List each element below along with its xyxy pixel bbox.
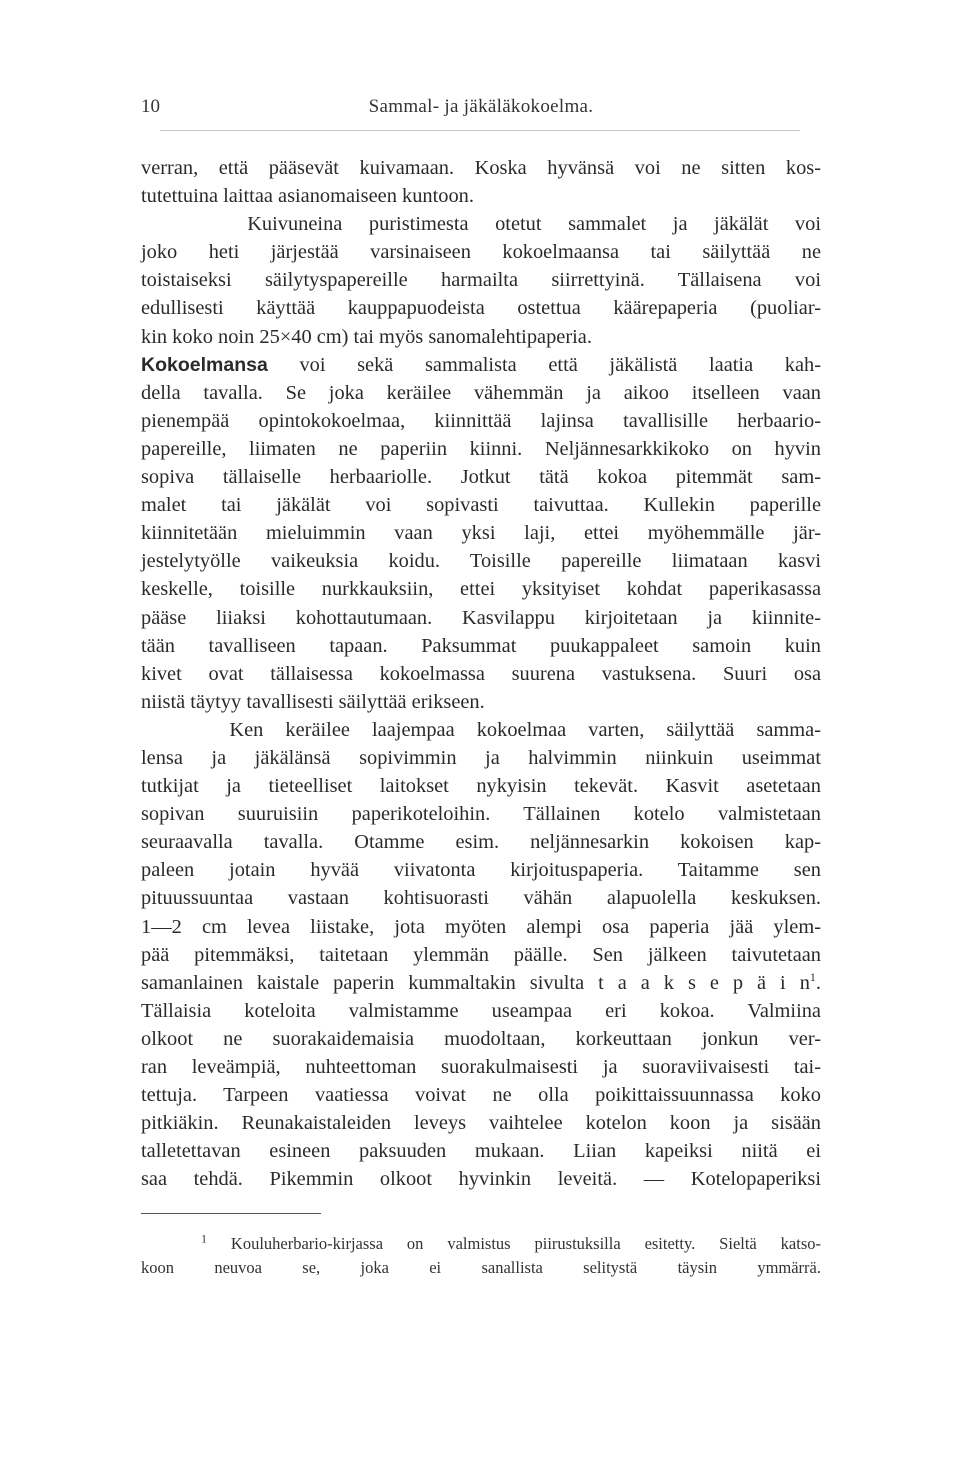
text-segment: . <box>815 971 821 994</box>
text-line: saa tehdä. Pikemmin olkoot hyvinkin leveitä. — Kotelopaperiksi <box>141 1168 821 1191</box>
text-line: sopiva tällaiselle herbaariolle. Jotkut tätä kokoa pitemmät sam- <box>141 466 821 489</box>
text-line: olkoot ne suorakaidemaisia muodoltaan, korkeuttaan jonkun ver- <box>141 1027 821 1050</box>
text-line: lensa ja jäkälänsä sopivimmin ja halvimmin niinkuin useimmat <box>141 746 821 769</box>
text-line: Kuivuneina puristimesta otetut sammalet ja jäkälät voi <box>141 213 821 236</box>
text-line: joko heti järjestää varsinaiseen kokoelmaansa tai säilyttää ne <box>141 241 821 264</box>
running-title: Sammal- ja jäkäläkokoelma. <box>368 96 594 117</box>
emphasized-term: Kokoelmansa <box>141 353 268 376</box>
page-header <box>141 96 821 126</box>
text-line: talletettavan esineen paksuuden mukaan. Liian kapeiksi niitä ei <box>141 1140 821 1163</box>
header-rule <box>160 130 800 131</box>
text-line: Ken keräilee laajempaa kokoelmaa varten, säilyttää samma- <box>141 718 821 741</box>
text-line: pienempää opintokokoelmaa, kiinnittää lajinsa tavallisille herbaario- <box>141 409 821 432</box>
text-line: tettuja. Tarpeen vaatiessa voivat ne olla poikittaissuunnassa koko <box>141 1084 821 1107</box>
text-line: malet tai jäkälät voi sopivasti taivuttaa. Kullekin paperille <box>141 494 821 517</box>
footnote-rule <box>141 1213 321 1214</box>
text-line: keskelle, toisille nurkkauksiin, ettei yksityiset kohdat paperikasassa <box>141 578 821 601</box>
text-line: 1—2 cm levea liistake, jota myöten alempi osa paperia jää ylem- <box>141 915 821 938</box>
text-line: seuraavalla tavalla. Otamme esim. neljännesarkin kokoisen kap- <box>141 831 821 854</box>
text-line: Tällaisia koteloita valmistamme useampaa eri kokoa. Valmiina <box>141 999 821 1022</box>
body-text <box>141 154 821 1193</box>
text-line: pituussuuntaa vastaan kohtisuorasti vähän alapuolella keskuksen. <box>141 887 821 910</box>
text-line: papereille, liimaten ne paperiin kiinni. Neljännesarkkikoko on hyvin <box>141 437 821 460</box>
text-line: niistä täytyy tavallisesti säilyttää erikseen. <box>141 690 485 713</box>
footnote-reference: 1 <box>809 969 816 984</box>
text-line: kiinnitetään mieluimmin vaan yksi laji, ettei myöhemmälle jär- <box>141 522 821 545</box>
text-line: pääse liiaksi kohottautumaan. Kasvilappu kirjoitetaan ja kiinnite- <box>141 606 821 629</box>
footnote-mark: 1 <box>201 1231 207 1246</box>
footnote-text: Kouluherbario-kirjassa on valmistus piirustuksilla esitetty. Sieltä katso- <box>230 1234 821 1253</box>
page-number: 10 <box>141 96 160 117</box>
text-segment: samanlainen kaistale paperin kummaltakin sivulta <box>141 971 599 994</box>
footnote-line: koon neuvoa se, joka ei sanallista selitystä täysin ymmärrä. <box>141 1258 821 1277</box>
text-line: tutkijat ja tieteelliset laitokset nykyisin tekevät. Kasvit asetetaan <box>141 775 821 798</box>
text-line <box>141 969 821 997</box>
text-line: kivet ovat tällaisessa kokoelmassa suurena vastuksena. Suuri osa <box>141 662 821 685</box>
text-line: pää pitemmäksi, taitetaan ylemmän päälle. Sen jälkeen taivutetaan <box>141 943 821 966</box>
text-line: verran, että pääsevät kuivamaan. Koska hyvänsä voi ne sitten kos- <box>141 157 821 179</box>
text-line: pitkiäkin. Reunakaistaleiden leveys vaihtelee kotelon koon ja sisään <box>141 1112 821 1135</box>
text-line: sopivan suuruisiin paperikoteloihin. Tällainen kotelo valmistetaan <box>141 803 821 826</box>
text-segment: voi sekä sammalista että jäkälistä laatia kah- <box>267 353 821 376</box>
text-line: tutettuina laittaa asianomaiseen kuntoon. <box>141 185 474 208</box>
text-line: della tavalla. Se joka keräilee vähemmän ja aikoo itselleen vaan <box>141 381 821 404</box>
footnote <box>141 1232 821 1280</box>
text-line: paleen jotain hyvää viivatonta kirjoituspaperia. Taitamme sen <box>141 859 821 882</box>
text-line: kin koko noin 25×40 cm) tai myös sanomalehtipaperia. <box>141 325 592 348</box>
text-line: toistaiseksi säilytyspapereille harmailta siirrettyinä. Tällaisena voi <box>141 269 821 292</box>
footnote-line <box>141 1232 821 1256</box>
text-line: jestelytyölle vaikeuksia koidu. Toisille papereille liimataan kasvi <box>141 550 821 573</box>
text-line <box>141 351 821 379</box>
spaced-word: t a a k s e p ä i n <box>598 971 810 994</box>
text-line: edullisesti käyttää kauppapuodeista ostettua käärepaperia (puoliar- <box>141 297 821 320</box>
text-line: ran leveämpiä, nuhteettoman suorakulmaisesti ja suoraviivaisesti tai- <box>141 1056 821 1078</box>
text-line: tään tavalliseen tapaan. Paksummat puukappaleet samoin kuin <box>141 634 821 657</box>
